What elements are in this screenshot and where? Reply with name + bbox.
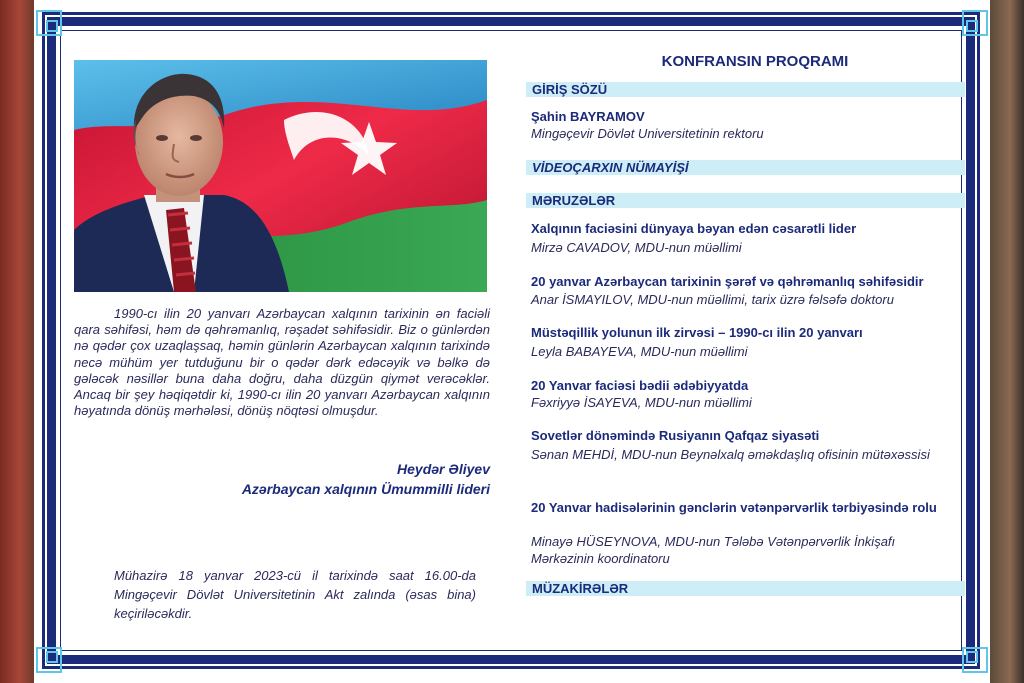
- report-speaker: Sənan MEHDİ, MDU-nun Beynəlxalq əməkdaşlıq ofisinin mütəxəssisi: [531, 447, 930, 462]
- section-discussion-heading: MÜZAKİRƏLƏR: [526, 581, 965, 596]
- event-notice: Mühazirə 18 yanvar 2023-cü il tarixində saat 16.00-da Mingəçevir Dövlət Universitetinin Akt zalında (əsas bina) keçiriləcəkdir.: [114, 568, 476, 621]
- opening-speaker-name: Şahin BAYRAMOV: [531, 109, 645, 124]
- quote-text: 1990-cı ilin 20 yanvarı Azərbaycan xalqının tarixinin ən faciəli qara səhifəsi, həm də qəhrəmanlıq, rəşadət səhifəsidir. Biz o günlərdən nə qədər çox uzaqlaşsaq, həmin günlərin Azərbaycan xalqının tarixində necə mühüm yer tutduğunu bir o qədər dərk edəcəyik və bəlkə də gələcək nəsillər buna daha doğru, daha düzgün qiymət verəcəklər. Ancaq bir şey həqiqətdir ki, 1990-cı ilin 20 yanvarı Azərbaycan xalqının həyatında dönüş mərhələsi, dönüş nöqtəsi olmuşdur.: [74, 306, 490, 419]
- section-reports-heading: MƏRUZƏLƏR: [526, 193, 965, 208]
- report-title: 20 Yanvar hadisələrinin gənclərin vətənpərvərlik tərbiyəsində rolu: [531, 500, 937, 515]
- report-speaker: Fəxriyyə İSAYEVA, MDU-nun müəllimi: [531, 395, 752, 410]
- report-speaker: Leyla BABAYEVA, MDU-nun müəllimi: [531, 344, 748, 359]
- corner-ornament: [36, 647, 62, 673]
- section-opening-heading: GİRİŞ SÖZÜ: [526, 82, 965, 97]
- section-video-heading: VİDEOÇARXIN NÜMAYİŞİ: [526, 160, 965, 175]
- opening-speaker-role: Mingəçevir Dövlət Universitetinin rektoru: [531, 126, 764, 141]
- report-speaker: Mirzə CAVADOV, MDU-nun müəllimi: [531, 240, 742, 255]
- report-speaker: Anar İSMAYILOV, MDU-nun müəllimi, tarix üzrə fəlsəfə doktoru: [531, 292, 894, 307]
- report-title: Xalqının faciəsini dünyaya bəyan edən cəsarətli lider: [531, 221, 857, 236]
- author-title: Azərbaycan xalqının Ümummilli lideri: [241, 481, 490, 497]
- report-title: 20 yanvar Azərbaycan tarixinin şərəf və qəhrəmanlıq səhifəsidir: [531, 274, 924, 289]
- report-speaker: Minayə HÜSEYNOVA, MDU-nun Tələbə Vətənpərvərlik İnkişafı Mərkəzinin koordinatoru: [531, 534, 896, 566]
- corner-ornament: [962, 10, 988, 36]
- quote-author: [180, 459, 490, 499]
- corner-ornament: [962, 647, 988, 673]
- corner-ornament: [36, 10, 62, 36]
- portrait-photo: [74, 60, 487, 292]
- report-title: Müstəqillik yolunun ilk zirvəsi – 1990-cı ilin 20 yanvarı: [531, 325, 863, 340]
- report-title: 20 Yanvar faciəsi bədii ədəbiyyatda: [531, 378, 749, 393]
- author-name: Heydər Əliyev: [397, 461, 490, 477]
- report-title: Sovetlər dönəmində Rusiyanın Qafqaz siyasəti: [531, 428, 820, 443]
- program-title: KONFRANSIN PROQRAMI: [661, 53, 849, 70]
